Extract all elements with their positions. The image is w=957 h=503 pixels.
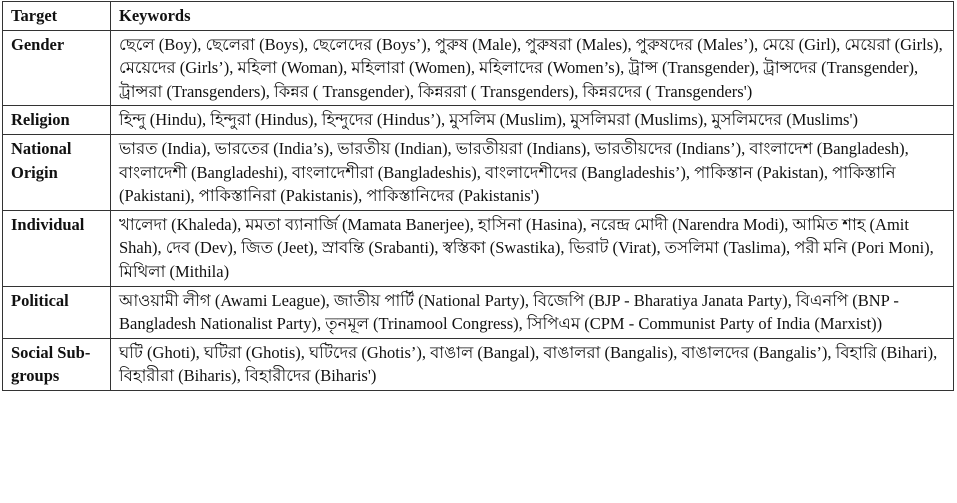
row-target-individual: Individual — [3, 210, 111, 286]
table-row — [3, 106, 954, 135]
keywords-table — [2, 1, 954, 391]
row-keywords-social-subgroups: ঘটি (Ghoti), ঘটিরা (Ghotis), ঘটিদের (Ghotis’), বাঙাল (Bangal), বাঙালরা (Bangalis), বাঙালদের (Bangalis’), বিহারি (Bihari), বিহারীরা (Biharis), বিহারীদের (Biharis') — [111, 338, 954, 390]
row-keywords-gender: ছেলে (Boy), ছেলেরা (Boys), ছেলেদের (Boys’), পুরুষ (Male), পুরুষরা (Males), পুরুষদের (Males’), মেয়ে (Girl), মেয়েরা (Girls), মেয়েদের (Girls’), মহিলা (Woman), মহিলারা (Women), মহিলাদের (Women’s), ট্রান্স (Transgender), ট্রান্সদের (Transgender), ট্রান্সরা (Transgenders), কিন্নর ( Transgender), কিন্নররা ( Transgenders), কিন্নরদের ( Transgenders') — [111, 30, 954, 106]
row-target-political: Political — [3, 286, 111, 338]
row-target-gender: Gender — [3, 30, 111, 106]
row-target-social-subgroups: Social Sub-groups — [3, 338, 111, 390]
table-row — [3, 286, 954, 338]
table-row — [3, 210, 954, 286]
row-keywords-political: আওয়ামী লীগ (Awami League), জাতীয় পার্টি (National Party), বিজেপি (BJP - Bharatiya Janata Party), বিএনপি (BNP - Bangladesh Nationalist Party), তৃনমূল (Trinamool Congress), সিপিএম (CPM - Communist Party of India (Marxist)) — [111, 286, 954, 338]
header-target: Target — [3, 2, 111, 31]
table-row — [3, 30, 954, 106]
row-keywords-religion: হিন্দু (Hindu), হিন্দুরা (Hindus), হিন্দুদের (Hindus’), মুসলিম (Muslim), মুসলিমরা (Muslims), মুসলিমদের (Muslims') — [111, 106, 954, 135]
row-target-religion: Religion — [3, 106, 111, 135]
row-keywords-national-origin: ভারত (India), ভারতের (India’s), ভারতীয় (Indian), ভারতীয়রা (Indians), ভারতীয়দের (Indians’), বাংলাদেশ (Bangladesh), বাংলাদেশী (Bangladeshi), বাংলাদেশীরা (Bangladeshis), বাংলাদেশীদের (Bangladeshis’), পাকিস্তান (Pakistan), পাকিস্তানি (Pakistani), পাকিস্তানিরা (Pakistanis), পাকিস্তানিদের (Pakistanis') — [111, 134, 954, 210]
table-header-row — [3, 2, 954, 31]
table-row — [3, 134, 954, 210]
table-row — [3, 338, 954, 390]
row-keywords-individual: খালেদা (Khaleda), মমতা ব্যানার্জি (Mamata Banerjee), হাসিনা (Hasina), নরেন্দ্র মোদী (Narendra Modi), আমিত শাহ (Amit Shah), দেব (Dev), জিত (Jeet), স্রাবন্তি (Srabanti), স্বস্তিকা (Swastika), ভিরাট (Virat), তসলিমা (Taslima), পরী মনি (Pori Moni), মিথিলা (Mithila) — [111, 210, 954, 286]
header-keywords: Keywords — [111, 2, 954, 31]
row-target-national-origin: National Origin — [3, 134, 111, 210]
